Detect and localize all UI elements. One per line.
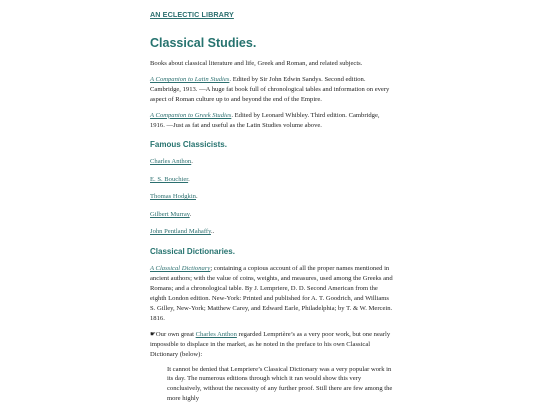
list-item: Thomas Hodgkin. xyxy=(150,193,198,201)
page-title: Classical Studies. xyxy=(150,36,257,50)
anthon-note-paragraph: ☛Our own great Charles Anthon regarded Lemprière’s as a very poor work, but one nearly impossible to displace in the market, as he noted in the preface to his own Classical Dictionary (below): xyxy=(150,330,391,358)
list-item: E. S. Bouchier. xyxy=(150,175,190,183)
classicist-link-mahaffy[interactable]: John Pentland Mahaffy xyxy=(150,228,211,236)
classical-dictionaries-heading: Classical Dictionaries. xyxy=(150,247,235,257)
classicist-link-bouchier[interactable]: E. S. Bouchier xyxy=(150,175,189,183)
book-entry-greek: A Companion to Greek Studies. Edited by Leonard Whibley. Third edition. Cambridge, 1916. —Just as fat and useful as the Latin Studies volume above. xyxy=(150,111,380,129)
intro-paragraph: Books about classical literature and life, Greek and Roman, and related subjects. xyxy=(150,60,363,67)
classicist-link-hodgkin[interactable]: Thomas Hodgkin xyxy=(150,193,196,201)
anthon-preface-quote: It cannot be denied that Lempriere’s Classical Dictionary was a very popular work in its day. The numerous editions through which it ran would show this very conclusively, without the necessity of any further proof. Still there are few among the more highly xyxy=(167,365,393,403)
pointing-hand-icon: ☛ xyxy=(150,330,156,338)
dictionary-entry: A Classical Dictionary; containing a copious account of all the proper names mentioned in ancient authors; with the value of coins, weights, and measures, used among the Greeks and Romans; and a chronological table. By J. Lempriere, D. D. Second American from the eighth London edition. New-York: Printed and published for A. T. Goodrich, and Williams S. Gilley, New-York; Matthew Carey, and Edward Earle, Philadelphia; by T. & W. Mercein. 1816. xyxy=(150,265,393,322)
site-home-link[interactable]: AN ECLECTIC LIBRARY xyxy=(150,10,234,19)
list-item: John Pentland Mahaffy.. xyxy=(150,228,215,236)
famous-classicists-heading: Famous Classicists. xyxy=(150,140,227,150)
list-item: Gilbert Murray. xyxy=(150,210,192,218)
classicist-link-anthon[interactable]: Charles Anthon xyxy=(150,158,192,166)
book-link-classical-dictionary[interactable]: A Classical Dictionary xyxy=(150,265,211,273)
book-entry-latin: A Companion to Latin Studies. Edited by Sir John Edwin Sandys. Second edition. Cambridge, 1913. —A huge fat book full of chronological tables and information on every aspect of Roman culture up to and beyond the end of the Empire. xyxy=(150,75,390,103)
page-content xyxy=(150,0,395,404)
note-link-anthon[interactable]: Charles Anthon xyxy=(195,330,237,338)
list-item: Charles Anthon. xyxy=(150,158,193,166)
classicist-link-murray[interactable]: Gilbert Murray xyxy=(150,210,190,218)
book-link-latin-studies[interactable]: A Companion to Latin Studies xyxy=(150,75,230,83)
book-link-greek-studies[interactable]: A Companion to Greek Studies xyxy=(150,111,232,119)
